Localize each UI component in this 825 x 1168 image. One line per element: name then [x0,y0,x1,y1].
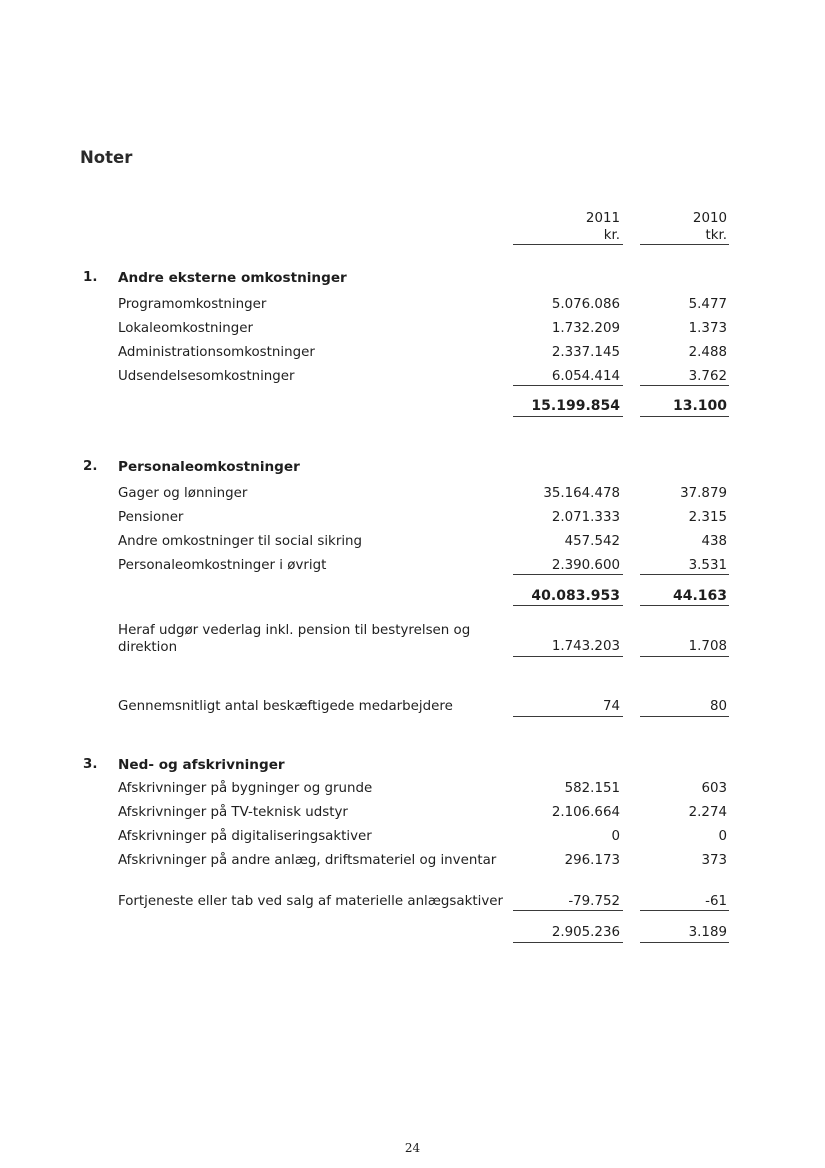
row-label: Administrationsomkostninger [118,345,315,360]
row-value-2011: 2.390.600 [551,558,620,573]
row-value-2010: 2.488 [688,345,727,360]
row-value-2011: 35.164.478 [543,486,620,501]
subtotal-rule-2011 [513,574,623,575]
section-2-heading: Personaleomkostninger [118,459,300,475]
subtotal-rule-2011 [513,385,623,386]
row-value-2011: 2.071.333 [551,510,620,525]
section-3-number: 3. [83,757,98,772]
row-label: Gager og lønninger [118,486,248,501]
total-rule-2010 [640,416,729,417]
row-value-2011: 1.732.209 [551,321,620,336]
row-label: Programomkostninger [118,297,267,312]
row-value-2011: 2.106.664 [551,805,620,820]
section-2-total-2010: 44.163 [672,588,727,604]
subtotal-rule-2011 [513,910,623,911]
row-value-2011: 296.173 [564,853,620,868]
row-value-2011: 457.542 [564,534,620,549]
col-2011-unit: kr. [603,228,620,243]
section-1-heading: Andre eksterne omkostninger [118,270,347,286]
total-rule-2011 [513,416,623,417]
row-value-2010: 1.373 [688,321,727,336]
row-value-2011: 5.076.086 [551,297,620,312]
col-2010-year: 2010 [692,211,727,226]
row-value-2010: 2.274 [688,805,727,820]
remuneration-value-2011: 1.743.203 [551,639,620,654]
employees-value-2011: 74 [602,699,620,714]
remuneration-value-2010: 1.708 [688,639,727,654]
row-value-2010: 373 [701,853,727,868]
header-rule-2011 [513,244,623,245]
section-1-total-2010: 13.100 [672,398,727,414]
remuneration-rule-2010 [640,656,729,657]
remuneration-label: Heraf udgør vederlag inkl. pension til bestyrelsen og direktion [118,623,471,655]
section-2-number: 2. [83,459,98,474]
section-1-total-2011: 15.199.854 [531,398,620,414]
page-number: 24 [404,1141,421,1155]
section-3-total-2011: 2.905.236 [551,925,620,940]
row-value-2010: 3.531 [688,558,727,573]
row-value-2010: 603 [701,781,727,796]
section-1-number: 1. [83,270,98,285]
row-value-2011: 2.337.145 [551,345,620,360]
remuneration-rule-2011 [513,656,623,657]
section-3-heading: Ned- og afskrivninger [118,757,285,773]
subtotal-rule-2010 [640,574,729,575]
row-value-2010: 3.762 [688,369,727,384]
row-value-2010: 438 [701,534,727,549]
total-rule-2011 [513,942,623,943]
gain-loss-value-2011: -79.752 [568,894,620,909]
header-rule-2010 [640,244,729,245]
employees-label: Gennemsnitligt antal beskæftigede medarbejdere [118,699,453,714]
col-2010-unit: tkr. [705,228,727,243]
row-value-2010: 5.477 [688,297,727,312]
col-2011-year: 2011 [585,211,620,226]
row-label: Andre omkostninger til social sikring [118,534,363,549]
total-rule-2010 [640,942,729,943]
total-rule-2010 [640,605,729,606]
row-label: Afskrivninger på digitaliseringsaktiver [118,829,372,844]
row-value-2010: 2.315 [688,510,727,525]
section-2-total-2011: 40.083.953 [531,588,620,604]
row-label: Personaleomkostninger i øvrigt [118,558,327,573]
row-label: Afskrivninger på bygninger og grunde [118,781,373,796]
page-title: Noter [80,148,133,167]
row-value-2011: 6.054.414 [551,369,620,384]
row-label: Afskrivninger på andre anlæg, driftsmateriel og inventar [118,853,497,868]
section-3-total-2010: 3.189 [688,925,727,940]
row-label: Afskrivninger på TV-teknisk udstyr [118,805,348,820]
employees-rule-2010 [640,716,729,717]
subtotal-rule-2010 [640,910,729,911]
gain-loss-label: Fortjeneste eller tab ved salg af materielle anlægsaktiver [118,894,503,909]
row-value-2011: 582.151 [564,781,620,796]
total-rule-2011 [513,605,623,606]
row-value-2010: 37.879 [680,486,727,501]
row-value-2010: 0 [718,829,727,844]
row-label: Pensioner [118,510,184,525]
gain-loss-value-2010: -61 [705,894,727,909]
row-value-2011: 0 [611,829,620,844]
row-label: Udsendelsesomkostninger [118,369,295,384]
employees-rule-2011 [513,716,623,717]
subtotal-rule-2010 [640,385,729,386]
employees-value-2010: 80 [709,699,727,714]
row-label: Lokaleomkostninger [118,321,253,336]
